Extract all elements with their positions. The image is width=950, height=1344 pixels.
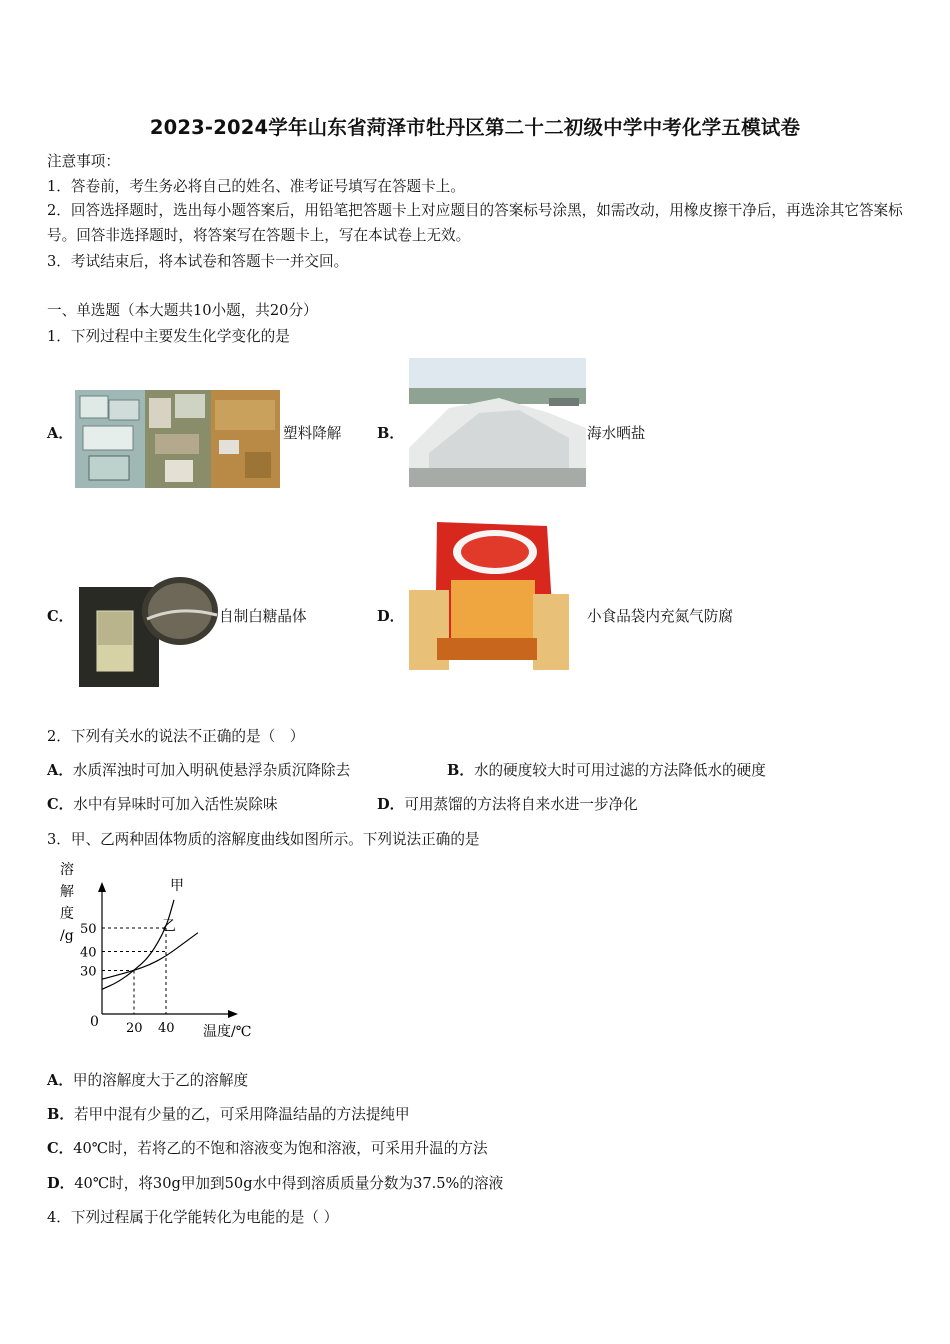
q1-option-d-letter: D．	[377, 608, 405, 625]
q3-option-b	[47, 1104, 410, 1126]
q3-option-a-text: 甲的溶解度大于乙的溶解度	[72, 1072, 249, 1089]
q3-option-c-letter: C．	[47, 1140, 74, 1157]
q2-option-b-letter: B．	[447, 762, 474, 779]
q3-option-a-letter: A．	[47, 1072, 73, 1089]
notice-item-2: 2．回答选择题时，选出每小题答案后，用铅笔把答题卡上对应题目的答案标号涂黑，如需改动，用橡皮擦干净后，再选涂其它答案标号。回答非选择题时，将答案写在答题卡上，写在本试卷上无效。	[47, 202, 903, 244]
q2-option-a-text: 水质浑浊时可加入明矾使悬浮杂质沉降除去	[72, 762, 351, 779]
sea-salt-drying-image	[409, 358, 586, 487]
y-tick-label: 40	[80, 945, 97, 961]
y-tick-label: 50	[80, 922, 97, 937]
q2-option-b	[447, 760, 766, 782]
q1-option-c-label: 自制白糖晶体	[219, 608, 307, 625]
q2-option-d-text: 可用蒸馏的方法将自来水进一步净化	[404, 796, 638, 813]
y-axis-arrow	[98, 882, 106, 892]
q3-option-d	[47, 1173, 503, 1195]
chart-origin-label: 0	[90, 1014, 99, 1030]
section-heading: 一、单选题（本大题共10小题，共20分）	[47, 302, 318, 319]
q1-option-b-label: 海水晒盐	[587, 425, 646, 442]
q2-option-d	[377, 794, 638, 816]
series-label-1: 甲	[170, 877, 184, 894]
q3-option-d-letter: D．	[47, 1175, 75, 1192]
sugar-crystal-image	[79, 575, 219, 687]
plastic-degradation-image	[75, 390, 280, 488]
x-axis-arrow	[228, 1010, 238, 1018]
x-tick-label: 20	[126, 1021, 143, 1036]
series-label-2: 乙	[162, 918, 176, 935]
q3-option-b-text: 若甲中混有少量的乙，可采用降温结晶的方法提纯甲	[73, 1106, 410, 1123]
q2-option-c-text: 水中有异味时可加入活性炭除味	[73, 796, 278, 813]
q2-option-c	[47, 794, 278, 816]
chart-ylabel-char: 度	[60, 906, 74, 922]
x-tick-label: 40	[158, 1021, 175, 1036]
chart-ylabel-char: 溶	[60, 862, 74, 878]
q1-option-d-label: 小食品袋内充氮气防腐	[587, 608, 733, 625]
chart-ylabel-unit: /g	[60, 928, 74, 944]
notice-heading: 注意事项：	[47, 153, 120, 170]
chart-xlabel: 温度/℃	[203, 1024, 252, 1040]
snack-bag-image	[407, 520, 570, 675]
q3-option-c	[47, 1138, 488, 1160]
q1-option-c-letter: C．	[47, 608, 74, 625]
q2-option-c-letter: C．	[47, 796, 74, 813]
q3-option-b-letter: B．	[47, 1106, 74, 1123]
notice-item-1: 1．答卷前，考生务必将自己的姓名、准考证号填写在答题卡上。	[47, 178, 465, 195]
q3-option-c-text: 40℃时，若将乙的不饱和溶液变为饱和溶液，可采用升温的方法	[73, 1140, 488, 1157]
q2-option-d-letter: D．	[377, 796, 405, 813]
q3-option-d-text: 40℃时，将30g甲加到50g水中得到溶质质量分数为37.5%的溶液	[74, 1175, 504, 1192]
q1-option-a-label: 塑料降解	[283, 425, 342, 442]
chart-ylabel-char: 解	[60, 884, 74, 900]
q1-option-a-letter: A．	[47, 425, 73, 442]
q1-option-b-letter: B．	[377, 425, 404, 442]
q4-stem: 4．下列过程属于化学能转化为电能的是（ ）	[47, 1209, 339, 1226]
q3-option-a	[47, 1070, 248, 1092]
solubility-chart	[50, 856, 270, 1046]
q2-option-a	[47, 760, 350, 782]
chart-curves	[102, 900, 198, 990]
chart-series-labels	[162, 878, 184, 935]
y-tick-label: 30	[80, 964, 97, 980]
page-title: 2023-2024学年山东省菏泽市牡丹区第二十二初级中学中考化学五模试卷	[149, 116, 801, 139]
series-curve-2	[102, 933, 198, 980]
q2-option-b-text: 水的硬度较大时可用过滤的方法降低水的硬度	[473, 762, 766, 779]
notice-item-3: 3．考试结束后，将本试卷和答题卡一并交回。	[47, 253, 349, 270]
q2-option-a-letter: A．	[47, 762, 73, 779]
chart-guides	[102, 928, 166, 1014]
q3-stem: 3．甲、乙两种固体物质的溶解度曲线如图所示。下列说法正确的是	[47, 831, 480, 848]
chart-ylabel	[60, 861, 74, 944]
q1-stem: 1．下列过程中主要发生化学变化的是	[47, 328, 290, 345]
q2-stem: 2．下列有关水的说法不正确的是（ ）	[47, 728, 305, 745]
